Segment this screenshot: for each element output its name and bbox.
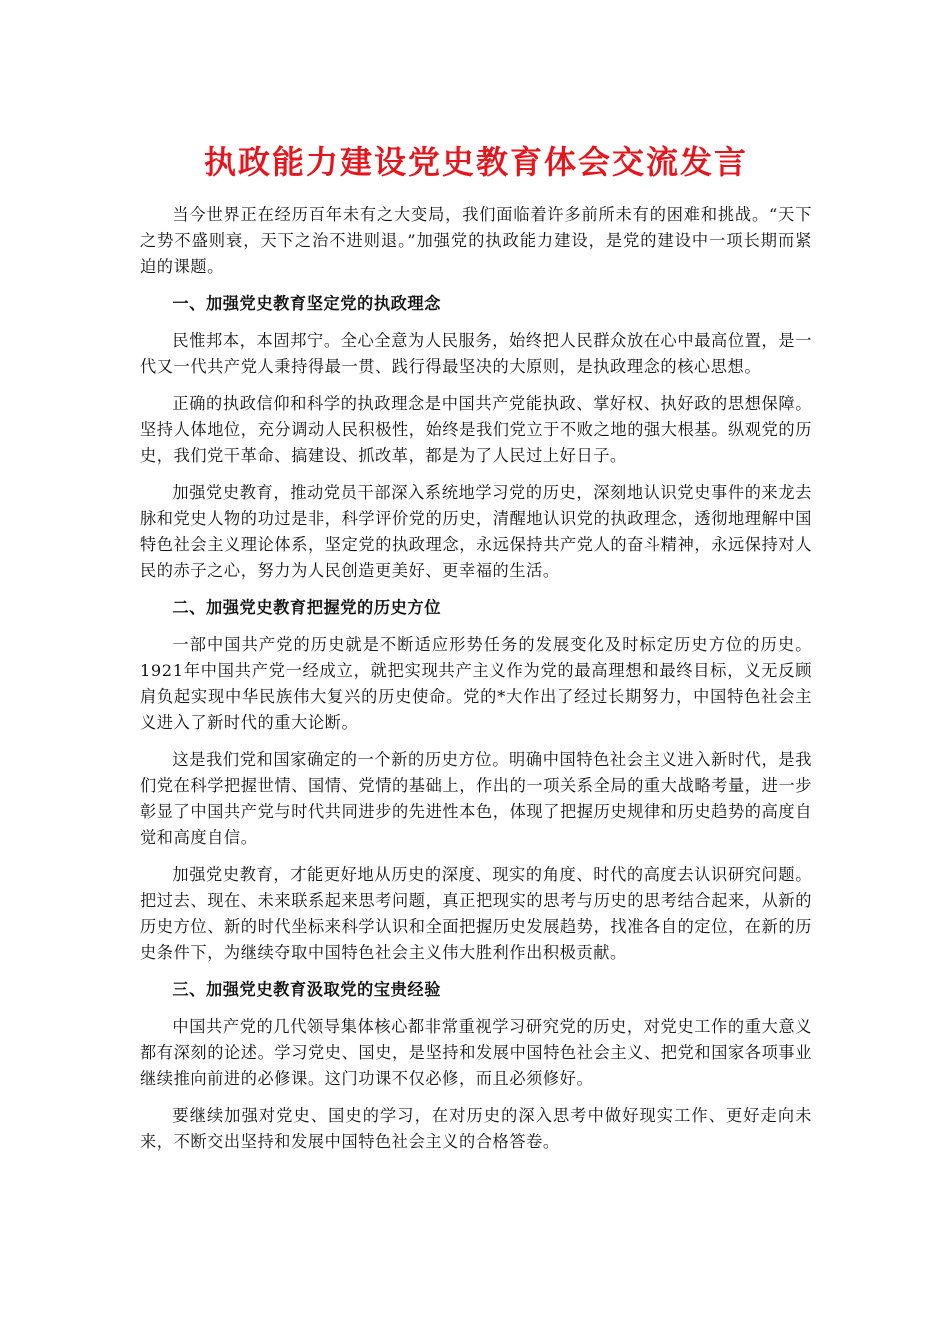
section-1-heading: 一、加强党史教育坚定党的执政理念	[172, 294, 441, 313]
section-1-paragraph-1: 民惟邦本，本固邦宁。全心全意为人民服务，始终把人民群众放在心中最高位置，是一代又一代共产党人秉持得最一贯、践行得最坚决的大原则，是执政理念的核心思想。	[140, 331, 812, 376]
section-3-paragraph-1: 中国共产党的几代领导集体核心都非常重视学习研究党的历史，对党史工作的重大意义都有深刻的论述。学习党史、国史，是坚持和发展中国特色社会主义、把党和国家各项事业继续推向前进的必修课。这门功课不仅必修，而且必须修好。	[140, 1017, 812, 1088]
section-3-heading: 三、加强党史教育汲取党的宝贵经验	[172, 980, 441, 999]
section-2-heading: 二、加强党史教育把握党的历史方位	[172, 598, 441, 617]
document-title: 执政能力建设党史教育体会交流发言	[203, 143, 748, 181]
intro-paragraph: 当今世界正在经历百年未有之大变局，我们面临着许多前所未有的困难和挑战。“天下之势不盛则衰，天下之治不进则退。”加强党的执政能力建设，是党的建设中一项长期而紧迫的课题。	[140, 205, 812, 276]
section-3-paragraph-2: 要继续加强对党史、国史的学习，在对历史的深入思考中做好现实工作、更好走向未来，不断交出坚持和发展中国特色社会主义的合格答卷。	[140, 1106, 812, 1151]
section-2-paragraph-2: 这是我们党和国家确定的一个新的历史方位。明确中国特色社会主义进入新时代，是我们党在科学把握世情、国情、党情的基础上，作出的一项关系全局的重大战略考量，进一步彰显了中国共产党与时代共同进步的先进性本色，体现了把握历史规律和历史趋势的高度自觉和高度自信。	[140, 750, 812, 847]
document-page	[140, 140, 812, 1166]
section-1-paragraph-2: 正确的执政信仰和科学的执政理念是中国共产党能执政、掌好权、执好政的思想保障。坚持人体地位，充分调动人民积极性，始终是我们党立于不败之地的强大根基。纵观党的历史，我们党干革命、搞建设、抓改革，都是为了人民过上好日子。	[140, 394, 812, 465]
section-2-paragraph-3: 加强党史教育，才能更好地从历史的深度、现实的角度、时代的高度去认识研究问题。把过去、现在、未来联系起来思考问题，真正把现实的思考与历史的思考结合起来，从新的历史方位、新的时代坐标来科学认识和全面把握历史发展趋势，找准各自的定位，在新的历史条件下，为继续夺取中国特色社会主义伟大胜利作出积极贡献。	[140, 865, 812, 962]
section-2-paragraph-1: 一部中国共产党的历史就是不断适应形势任务的发展变化及时标定历史方位的历史。1921年中国共产党一经成立，就把实现共产主义作为党的最高理想和最终目标，义无反顾肩负起实现中华民族伟大复兴的历史使命。党的*大作出了经过长期努力，中国特色社会主义进入了新时代的重大论断。	[140, 635, 812, 732]
section-1-paragraph-3: 加强党史教育，推动党员干部深入系统地学习党的历史，深刻地认识党史事件的来龙去脉和党史人物的功过是非，科学评价党的历史，清醒地认识党的执政理念，透彻地理解中国特色社会主义理论体系，坚定党的执政理念，永远保持共产党人的奋斗精神，永远保持对人民的赤子之心，努力为人民创造更美好、更幸福的生活。	[140, 483, 812, 580]
